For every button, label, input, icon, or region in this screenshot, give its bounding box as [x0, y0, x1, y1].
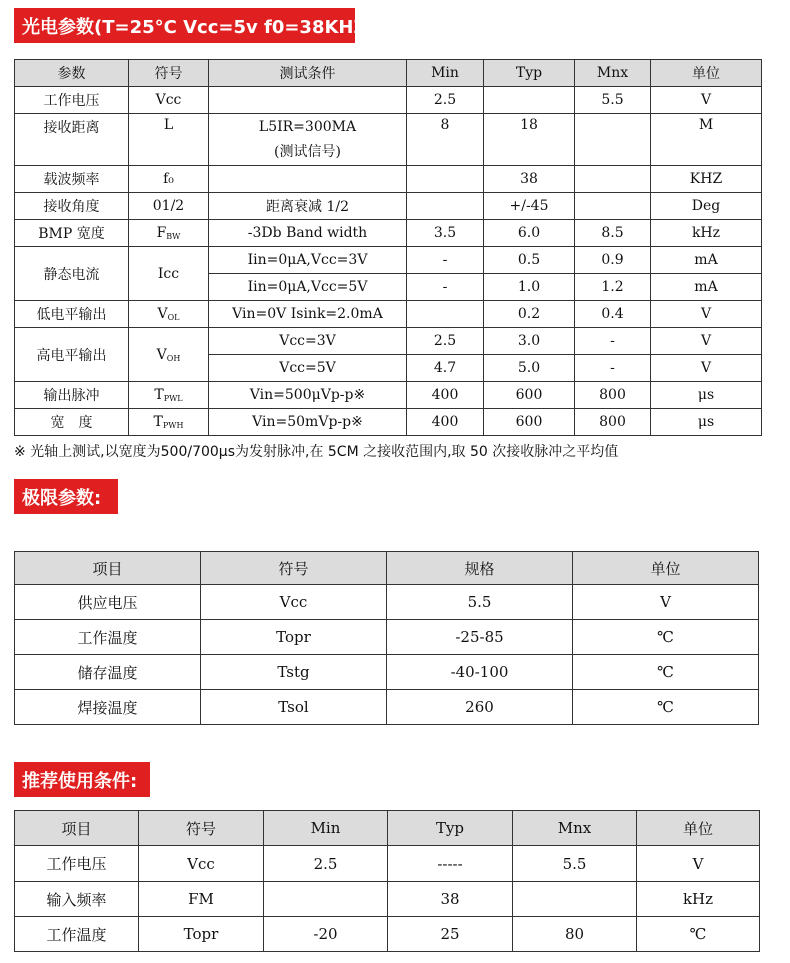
param-cell: BMP 宽度 [15, 220, 129, 247]
symbol-cell: L [129, 114, 209, 166]
test-note: ※ 光轴上测试,以宽度为500/700μs为发射脉冲,在 5CM 之接收范围内,取 50 次接收脉冲之平均值 [14, 444, 619, 460]
condition-line: L5IR=300MA [258, 118, 357, 135]
typ-cell [484, 87, 575, 114]
param-cell: 高电平输出 [15, 328, 129, 382]
header-cell: Typ [484, 60, 575, 87]
condition-cell: Vin=500μVp-p※ [209, 382, 407, 409]
typ-cell: 3.0 [484, 328, 575, 355]
condition-cell: Iin=0μA,Vcc=5V [209, 274, 407, 301]
header-cell: 单位 [573, 552, 759, 585]
table-row [15, 193, 762, 220]
condition-line: (测试信号) [274, 143, 341, 160]
min-cell [407, 166, 484, 193]
condition-cell [209, 166, 407, 193]
item-cell: 工作电压 [15, 846, 139, 882]
photoelectric-params-title: 光电参数(T=25°C Vcc=5v f0=38KHZ) [14, 8, 355, 43]
header-cell: 符号 [129, 60, 209, 87]
table-row [15, 846, 760, 882]
symbol-cell: Tsol [201, 690, 387, 725]
max-cell: 80 [513, 917, 637, 952]
table-row [15, 882, 760, 917]
symbol-cell: Vcc [201, 585, 387, 620]
symbol-cell [129, 409, 209, 436]
min-cell: 400 [407, 409, 484, 436]
condition-cell: Vin=50mVp-p※ [209, 409, 407, 436]
symbol-main: T [154, 387, 164, 403]
table-row [15, 87, 762, 114]
table-row [15, 409, 762, 436]
symbol-cell: Tstg [201, 655, 387, 690]
unit-cell: V [637, 846, 760, 882]
symbol-cell: f₀ [129, 166, 209, 193]
table-row [15, 620, 759, 655]
condition-cell [209, 114, 407, 166]
unit-cell: V [651, 355, 762, 382]
max-cell: 1.2 [575, 274, 651, 301]
param-cell: 静态电流 [15, 247, 129, 301]
table-header-row [15, 552, 759, 585]
item-cell: 储存温度 [15, 655, 201, 690]
param-cell: 接收角度 [15, 193, 129, 220]
min-cell [407, 193, 484, 220]
max-cell: 0.4 [575, 301, 651, 328]
item-cell: 焊接温度 [15, 690, 201, 725]
symbol-cell: Vcc [139, 846, 264, 882]
header-cell: Mnx [513, 811, 637, 846]
unit-cell: kHz [637, 882, 760, 917]
symbol-main: V [157, 306, 168, 322]
unit-cell: V [651, 301, 762, 328]
typ-cell: 38 [388, 882, 513, 917]
recommended-conditions-table [14, 810, 760, 952]
table-header-row [15, 811, 760, 846]
condition-cell: Iin=0μA,Vcc=3V [209, 247, 407, 274]
max-cell: - [575, 328, 651, 355]
symbol-cell: Topr [139, 917, 264, 952]
max-cell [575, 114, 651, 166]
unit-cell: KHZ [651, 166, 762, 193]
typ-cell: 5.0 [484, 355, 575, 382]
symbol-cell: 01/2 [129, 193, 209, 220]
table-row [15, 220, 762, 247]
header-cell: 测试条件 [209, 60, 407, 87]
header-cell: 单位 [637, 811, 760, 846]
min-cell: 3.5 [407, 220, 484, 247]
table-row [15, 917, 760, 952]
param-cell: 工作电压 [15, 87, 129, 114]
table-row [15, 301, 762, 328]
unit-cell: mA [651, 274, 762, 301]
item-cell: 供应电压 [15, 585, 201, 620]
item-cell: 输入频率 [15, 882, 139, 917]
item-cell: 工作温度 [15, 917, 139, 952]
symbol-cell: Vcc [129, 87, 209, 114]
typ-cell: 38 [484, 166, 575, 193]
header-cell: Min [264, 811, 388, 846]
table-row [15, 247, 762, 274]
min-cell: 2.5 [264, 846, 388, 882]
header-cell: 符号 [201, 552, 387, 585]
typ-cell: 0.2 [484, 301, 575, 328]
max-cell [513, 882, 637, 917]
symbol-subscript: OH [166, 353, 181, 363]
typ-cell: +/-45 [484, 193, 575, 220]
symbol-main: F [156, 225, 167, 241]
limit-params-table [14, 551, 759, 725]
max-cell: 5.5 [575, 87, 651, 114]
max-cell: 800 [575, 409, 651, 436]
spec-cell: 5.5 [387, 585, 573, 620]
unit-cell: mA [651, 247, 762, 274]
min-cell [407, 301, 484, 328]
symbol-main: T [153, 414, 163, 430]
condition-cell: -3Db Band width [209, 220, 407, 247]
symbol-subscript: PWH [162, 421, 184, 430]
table-row [15, 328, 762, 355]
param-cell: 载波频率 [15, 166, 129, 193]
condition-cell [209, 87, 407, 114]
unit-cell: ℃ [573, 690, 759, 725]
unit-cell: ℃ [637, 917, 760, 952]
max-cell [575, 166, 651, 193]
typ-cell: 18 [484, 114, 575, 166]
unit-cell: M [651, 114, 762, 166]
max-cell: 0.9 [575, 247, 651, 274]
min-cell: 400 [407, 382, 484, 409]
min-cell: 2.5 [407, 87, 484, 114]
min-cell: 2.5 [407, 328, 484, 355]
spec-cell: -40-100 [387, 655, 573, 690]
table-row [15, 690, 759, 725]
spec-cell: -25-85 [387, 620, 573, 655]
table-row [15, 382, 762, 409]
header-cell: 参数 [15, 60, 129, 87]
condition-cell: Vcc=3V [209, 328, 407, 355]
typ-cell: ----- [388, 846, 513, 882]
max-cell: 800 [575, 382, 651, 409]
typ-cell: 1.0 [484, 274, 575, 301]
unit-cell: kHz [651, 220, 762, 247]
param-cell: 输出脉冲 [15, 382, 129, 409]
symbol-subscript: PWL [163, 394, 183, 403]
unit-cell: V [651, 87, 762, 114]
typ-cell: 0.5 [484, 247, 575, 274]
min-cell: 8 [407, 114, 484, 166]
unit-cell: Deg [651, 193, 762, 220]
header-cell: 规格 [387, 552, 573, 585]
limit-params-title: 极限参数: [14, 479, 118, 514]
table-row [15, 166, 762, 193]
symbol-cell [129, 301, 209, 328]
typ-cell: 600 [484, 409, 575, 436]
typ-cell: 6.0 [484, 220, 575, 247]
table-header-row [15, 60, 762, 87]
header-cell: 符号 [139, 811, 264, 846]
min-cell: - [407, 247, 484, 274]
header-cell: 项目 [15, 811, 139, 846]
header-cell: Min [407, 60, 484, 87]
max-cell: 5.5 [513, 846, 637, 882]
symbol-cell: Topr [201, 620, 387, 655]
header-cell: 项目 [15, 552, 201, 585]
min-cell [264, 882, 388, 917]
typ-cell: 25 [388, 917, 513, 952]
recommended-conditions-title: 推荐使用条件: [14, 762, 150, 797]
header-cell: Mnx [575, 60, 651, 87]
symbol-main: V [156, 346, 167, 363]
header-cell: 单位 [651, 60, 762, 87]
item-cell: 工作温度 [15, 620, 201, 655]
min-cell: -20 [264, 917, 388, 952]
condition-cell: Vin=0V Isink=2.0mA [209, 301, 407, 328]
param-cell: 宽 度 [15, 409, 129, 436]
max-cell: 8.5 [575, 220, 651, 247]
unit-cell: ℃ [573, 620, 759, 655]
spec-cell: 260 [387, 690, 573, 725]
symbol-cell: FM [139, 882, 264, 917]
condition-cell: 距离衰减 1/2 [209, 193, 407, 220]
photoelectric-params-table [14, 59, 762, 436]
symbol-cell [129, 328, 209, 382]
max-cell [575, 193, 651, 220]
symbol-subscript: BW [166, 232, 181, 241]
table-row [15, 114, 762, 166]
symbol-cell [129, 220, 209, 247]
table-row [15, 585, 759, 620]
unit-cell: V [651, 328, 762, 355]
symbol-cell: Icc [129, 247, 209, 301]
header-cell: Typ [388, 811, 513, 846]
typ-cell: 600 [484, 382, 575, 409]
symbol-subscript: OL [167, 313, 180, 322]
min-cell: 4.7 [407, 355, 484, 382]
min-cell: - [407, 274, 484, 301]
table-row [15, 655, 759, 690]
unit-cell: μs [651, 382, 762, 409]
unit-cell: V [573, 585, 759, 620]
symbol-cell [129, 382, 209, 409]
unit-cell: μs [651, 409, 762, 436]
param-cell: 接收距离 [15, 114, 129, 166]
max-cell: - [575, 355, 651, 382]
param-cell: 低电平输出 [15, 301, 129, 328]
unit-cell: ℃ [573, 655, 759, 690]
condition-cell: Vcc=5V [209, 355, 407, 382]
